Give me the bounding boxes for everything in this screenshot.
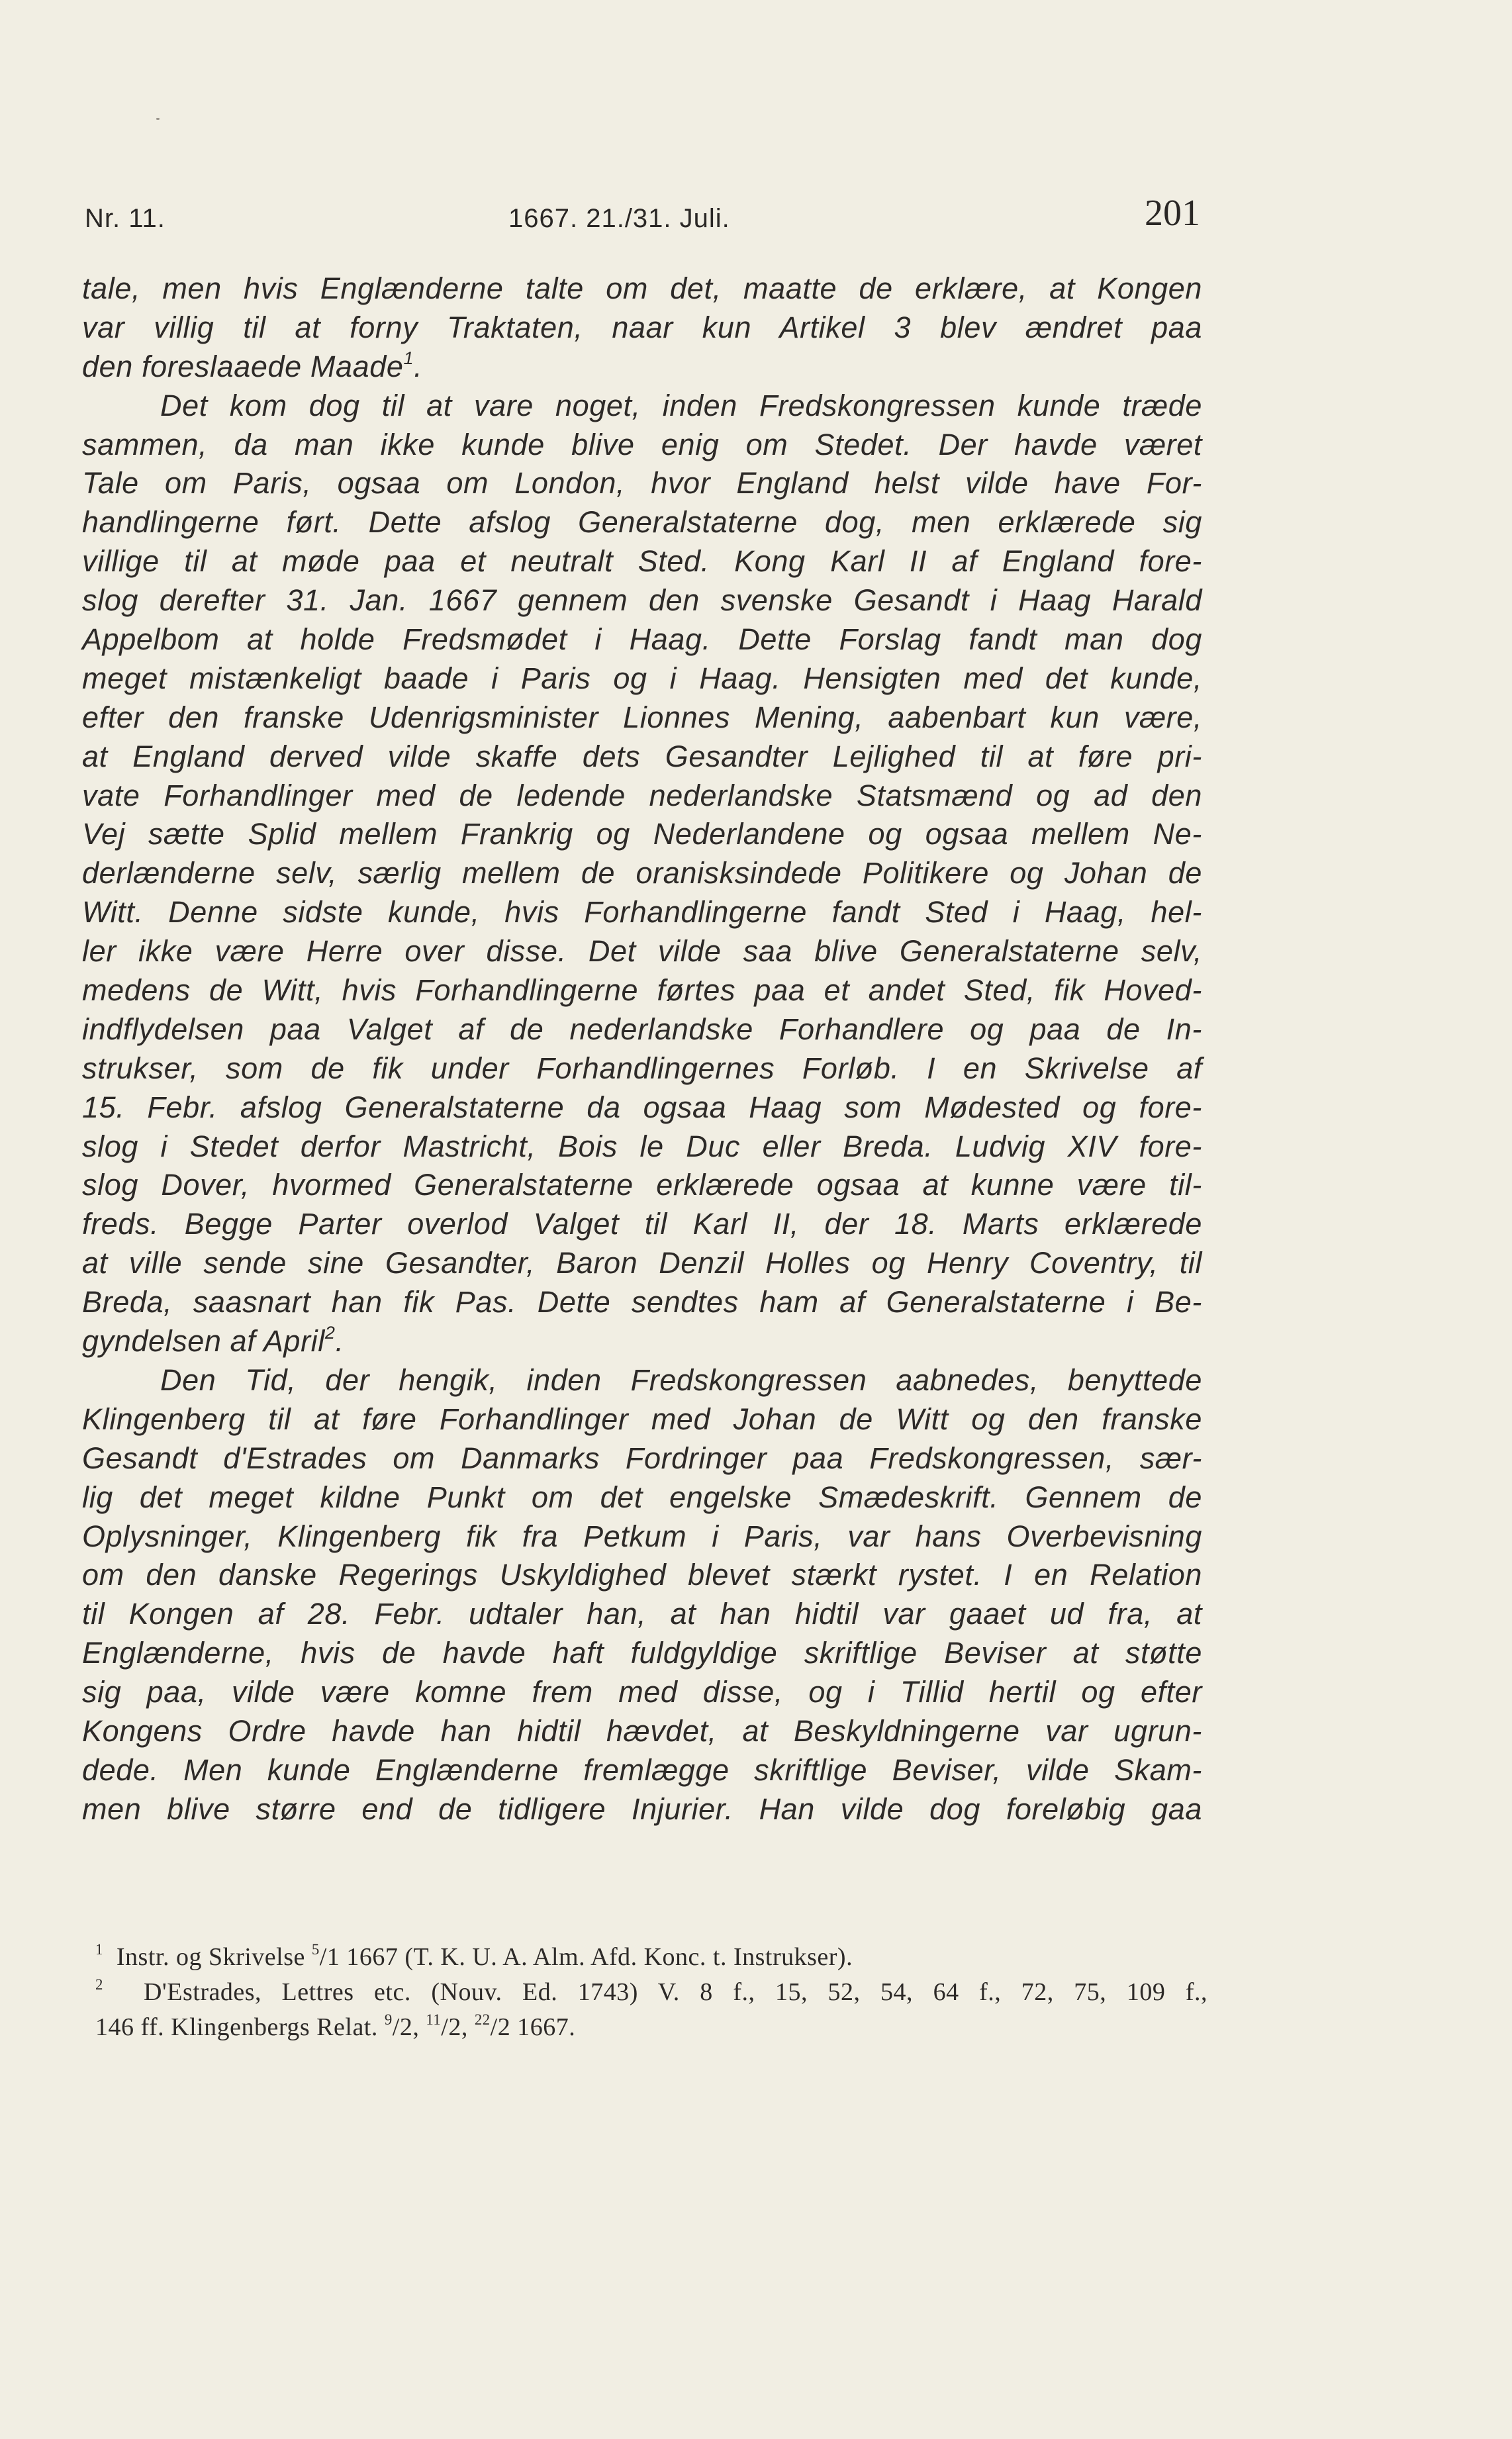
text-line: medens de Witt, hvis Forhandlingerne førtes paa et andet Sted, fik Hoved-: [82, 973, 1202, 1008]
text-line: slog i Stedet derfor Mastricht, Bois le Duc eller Breda. Ludvig XIV fore-: [82, 1129, 1202, 1163]
footnote-ref-2: 2: [324, 1323, 336, 1343]
text-line: dede. Men kunde Englænderne fremlægge skriftlige Beviser, vilde Skam-: [82, 1752, 1202, 1787]
text-line: Oplysninger, Klingenberg fik fra Petkum i Paris, var hans Overbevisning: [82, 1519, 1202, 1553]
text-line: Breda, saasnart han fik Pas. Dette sendtes ham af Generalstaterne i Be-: [82, 1285, 1202, 1319]
text-line: derlænderne selv, særlig mellem de oranisksindede Politikere og Johan de: [82, 856, 1202, 890]
footnote-1: $^1$ Instr. og Skrivelse $^5$/1 1667 (T. K. U. A. Alm. Afd. Konc. t. Instrukser).: [95, 1941, 853, 1971]
footnotes: [95, 1940, 1207, 2045]
paragraph-start: Den Tid, der hengik, inden Fredskongressen aabnedes, benyttede: [160, 1363, 1202, 1397]
text-line: men blive større end de tidligere Injurier. Han vilde dog foreløbig gaa: [82, 1792, 1202, 1826]
running-header: [85, 192, 1200, 245]
text-line: indflydelsen paa Valget af de nederlandske Forhandlere og paa de In-: [82, 1012, 1202, 1046]
text-line: meget mistænkeligt baade i Paris og i Haag. Hensigten med det kunde,: [82, 661, 1202, 695]
text-line: Witt. Denne sidste kunde, hvis Forhandlingerne fandt Sted i Haag, hel-: [82, 895, 1202, 930]
text-line: freds. Begge Parter overlod Valget til Karl II, der 18. Marts erklærede: [82, 1207, 1202, 1241]
main-text: [82, 269, 1202, 1829]
document-date: 1667. 21./31. Juli.: [508, 204, 730, 233]
paragraph-start: Det kom dog til at vare noget, inden Fredskongressen kunde træde: [160, 388, 1202, 422]
page-number: 201: [1145, 193, 1200, 234]
text-line: slog derefter 31. Jan. 1667 gennem den svenske Gesandt i Haag Harald: [82, 583, 1202, 618]
text-line: var villig til at forny Traktaten, naar kun Artikel 3 blev ændret paa: [82, 310, 1202, 344]
text-line: sammen, da man ikke kunde blive enig om Stedet. Der havde været: [82, 427, 1202, 461]
text-line: efter den franske Udenrigsminister Lionnes Mening, aabenbart kun være,: [82, 700, 1202, 734]
text-line: Kongens Ordre havde han hidtil hævdet, at Beskyldningerne var ugrun-: [82, 1713, 1202, 1748]
text-line: Vej sætte Splid mellem Frankrig og Nederlandene og ogsaa mellem Ne-: [82, 817, 1202, 851]
text-line: ler ikke være Herre over disse. Det vilde saa blive Generalstaterne selv,: [82, 934, 1202, 969]
footnote-ref-1: 1: [403, 348, 414, 368]
print-speck: [156, 118, 160, 120]
text-line: Gesandt d'Estrades om Danmarks Fordringer paa Fredskongressen, sær-: [82, 1441, 1202, 1475]
text-line: om den danske Regerings Uskyldighed blevet stærkt rystet. I en Relation: [82, 1558, 1202, 1592]
text-line: handlingerne ført. Dette afslog Generalstaterne dog, men erklærede sig: [82, 505, 1202, 540]
text-line: at England derved vilde skaffe dets Gesandter Lejlighed til at føre pri-: [82, 739, 1202, 773]
text-line: Appelbom at holde Fredsmødet i Haag. Dette Forslag fandt man dog: [82, 622, 1202, 657]
text-line: Tale om Paris, ogsaa om London, hvor England helst vilde have For-: [82, 466, 1202, 501]
text-line: gyndelsen af April$^2$.: [82, 1323, 344, 1359]
text-line: tale, men hvis Englænderne talte om det, maatte de erklære, at Kongen: [82, 271, 1202, 305]
document-number: Nr. 11.: [85, 204, 165, 233]
text-line: sig paa, vilde være komne frem med disse, og i Tillid hertil og efter: [82, 1675, 1202, 1709]
text-line: vate Forhandlinger med de ledende nederlandske Statsmænd og ad den: [82, 778, 1202, 812]
footnote-2: $^2$ D'Estrades, Lettres etc. (Nouv. Ed. 1743) V. 8 f., 15, 52, 54, 64 f., 72, 75, 109 f.,: [95, 1976, 1208, 2006]
footnote-2-continued: 146 ff. Klingenbergs Relat. $^9$/2, $^{11}$/2, $^{22}$/2 1667.: [95, 2011, 576, 2041]
text-line: strukser, som de fik under Forhandlingernes Forløb. I en Skrivelse af: [82, 1051, 1202, 1085]
text-line: 15. Febr. afslog Generalstaterne da ogsaa Haag som Mødested og fore-: [82, 1090, 1202, 1124]
text-line: at ville sende sine Gesandter, Baron Denzil Holles og Henry Coventry, til: [82, 1246, 1202, 1280]
text-line: Englænderne, hvis de havde haft fuldgyldige skriftlige Beviser at støtte: [82, 1636, 1202, 1670]
text-line: Klingenberg til at føre Forhandlinger med Johan de Witt og den franske: [82, 1402, 1202, 1436]
text-line: villige til at møde paa et neutralt Sted. Kong Karl II af England fore-: [82, 544, 1202, 579]
text-line: lig det meget kildne Punkt om det engelske Smædeskrift. Gennem de: [82, 1480, 1202, 1514]
text-line: den foreslaaede Maade$^1$.: [82, 348, 423, 383]
text-line: slog Dover, hvormed Generalstaterne erklærede ogsaa at kunne være til-: [82, 1168, 1202, 1202]
text-line: til Kongen af 28. Febr. udtaler han, at han hidtil var gaaet ud fra, at: [82, 1597, 1202, 1631]
